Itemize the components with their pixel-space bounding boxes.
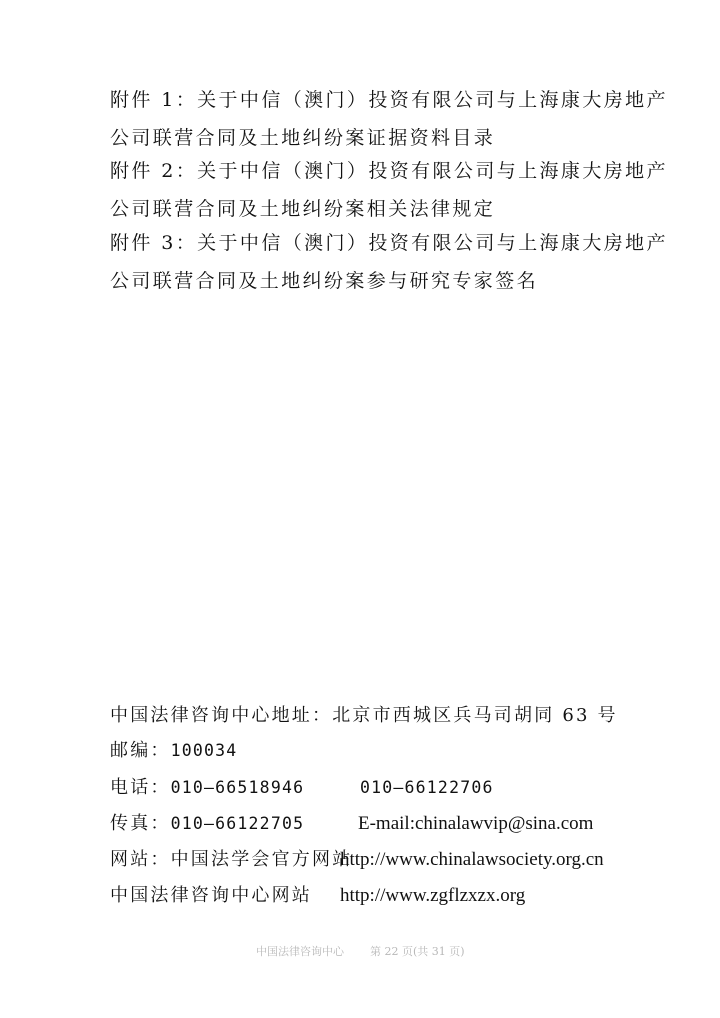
center-site-label: 中国法律咨询中心网站 xyxy=(110,885,312,906)
center-site-line xyxy=(110,884,312,908)
attachment-3-line-2: 公司联营合同及土地纠纷案参与研究专家签名 xyxy=(110,270,539,292)
footer-org: 中国法律咨询中心 xyxy=(256,945,344,958)
address-label: 中国法律咨询中心地址： xyxy=(110,705,333,726)
website-label: 网站：中国法学会官方网站 xyxy=(110,849,353,870)
phone-label: 电话： xyxy=(110,777,171,798)
website-url-line xyxy=(340,848,604,872)
address-value: 北京市西城区兵马司胡同 63 号 xyxy=(332,705,618,726)
postcode-label: 邮编： xyxy=(110,740,171,761)
email-address[interactable]: E-mail:chinalawvip@sina.com xyxy=(358,813,594,834)
phone-number-1: 010—66518946 xyxy=(170,778,305,797)
center-site-url-line xyxy=(340,884,525,908)
fax-label: 传真： xyxy=(110,813,171,834)
address-line xyxy=(110,704,618,728)
footer-page-number: 第 22 页(共 31 页) xyxy=(370,945,465,958)
attachment-3-line-1: 附件 3：关于中信（澳门）投资有限公司与上海康大房地产 xyxy=(110,232,668,254)
postcode-line xyxy=(110,739,237,763)
phone-number-2: 010—66122706 xyxy=(360,778,494,797)
attachment-1-line-2: 公司联营合同及土地纠纷案证据资料目录 xyxy=(110,127,496,149)
fax-line xyxy=(110,812,304,836)
center-site-url[interactable]: http://www.zgflzxzx.org xyxy=(340,885,526,906)
postcode-value: 100034 xyxy=(170,741,238,760)
phone-line xyxy=(110,776,304,800)
phone-line-second xyxy=(360,776,494,800)
attachment-2-line-1: 附件 2：关于中信（澳门）投资有限公司与上海康大房地产 xyxy=(110,160,668,182)
website-url[interactable]: http://www.chinalawsociety.org.cn xyxy=(340,849,604,870)
website-line xyxy=(110,848,352,872)
fax-number: 010—66122705 xyxy=(170,814,305,833)
email-line xyxy=(358,812,593,836)
attachment-2-line-2: 公司联营合同及土地纠纷案相关法律规定 xyxy=(110,198,496,220)
attachment-1-line-1: 附件 1：关于中信（澳门）投资有限公司与上海康大房地产 xyxy=(110,89,668,111)
